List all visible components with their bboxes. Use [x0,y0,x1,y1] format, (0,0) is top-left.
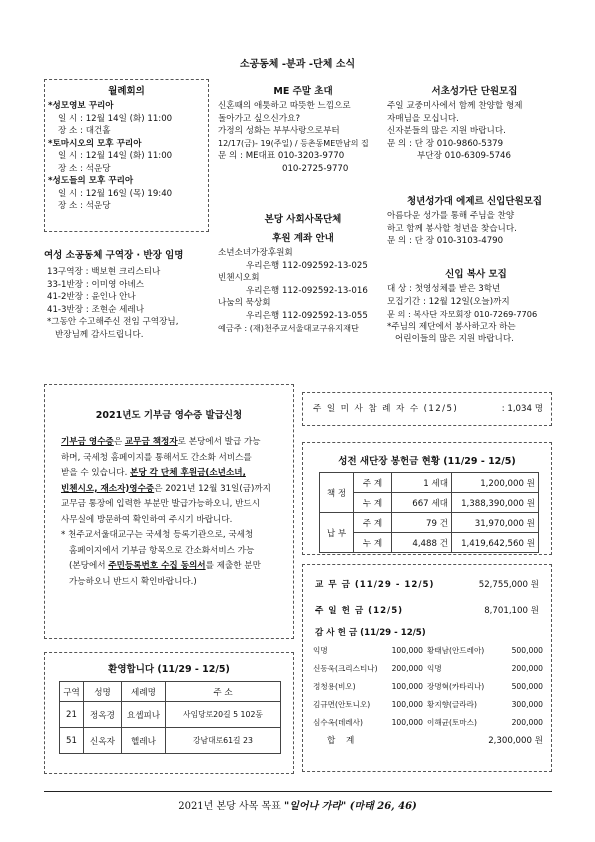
tithe-value: 52,755,000 원 [478,580,539,590]
sunday-collection-label: 주 일 헌 금 (12/5) [315,606,404,616]
meeting-name: *성모영보 꾸리아 [48,101,114,111]
table-row [320,473,539,493]
total-row [313,731,543,749]
cell-baptism-name: 요셉피나 [122,702,166,728]
donor-amount: 500,000 [511,645,543,655]
row-amount: 1,419,642,560 원 [452,533,539,553]
appointment-note: *그동안 수고해주신 전임 구역장님, [47,317,179,327]
server-line: 대 상 : 첫영성체를 받은 3학년 [387,284,501,294]
choir-line: 자매님을 모십니다. [387,113,459,124]
altar-server-section [387,266,565,346]
account-holder: 예금주 : (재)천주교서울대교구유지재단 [218,323,359,333]
donation-text: 받을 수 있습니다. [61,468,131,478]
donor-name: 이해균(토마스) [427,717,477,727]
donation-note: 가능하오니 반드시 확인바랍니다.) [69,576,197,587]
women-community-title: 여성 소공동체 구역장 · 반장 임명 [44,250,184,261]
group-receipt-term: 본당 각 단체 후원금(소년소녀, [130,468,246,478]
renovation-fund-title: 성전 새단장 봉헌금 현황 (11/29 - 12/5) [338,456,516,467]
receipt-term: 기부금 영수증 [61,437,114,447]
row-count: 79 건 [392,513,452,533]
cell-name: 신옥자 [84,728,122,754]
me-line: 가정의 성화는 부부사랑으로부터 [218,126,340,136]
list-item [313,677,543,695]
youth-contact: 문 의 : 단 장 010-3103-4790 [387,236,504,246]
group-receipt-term-2: 빈첸시오, 재소자)영수증 [61,483,155,494]
row-kind: 주 계 [354,473,392,493]
column-header: 세례명 [122,682,166,702]
finance-box [302,564,552,772]
welcome-box [44,652,294,774]
meeting-place: 장 소 : 대건홀 [58,126,111,136]
list-item [313,713,543,731]
table-header-row [60,682,281,702]
account-number: 우리은행 112-092592-13-055 [246,310,368,321]
donor-name: 장명혁(카타리나) [427,681,485,691]
meeting-time: 일 시 : 12월 14일 (화) 11:00 [58,151,173,161]
page-title: 소공동체 -분과 -단체 소식 [239,59,356,70]
meeting-place: 장 소 : 석운당 [58,163,111,174]
appointment-line: 33-1반장 : 이미영 아녜스 [47,279,145,290]
donor-amount: 500,000 [511,681,543,691]
choir-contact-2: 부단장 010-6309-5746 [417,151,511,161]
donor-amount: 200,000 [391,663,423,673]
cell-zone: 51 [60,728,84,754]
donation-text: 사무실에 방문하여 확인하여 주시기 바랍니다. [61,514,233,525]
donation-text: 은 2021년 12월 31일(금)까지 [154,483,271,494]
appointment-line: 41-3반장 : 조현순 세레나 [47,304,145,315]
choir-section [387,83,562,163]
row-amount: 31,970,000 원 [452,513,539,533]
column-header: 구역 [60,682,84,702]
donation-note: (본당에서 [69,561,109,571]
renovation-fund-table [319,472,539,553]
youth-choir-title: 청년성가대 에제르 신입단원모집 [406,196,543,207]
meeting-place: 장 소 : 석운당 [58,201,111,211]
row-amount: 1,200,000 원 [452,473,539,493]
cell-baptism-name: 헬레나 [122,728,166,754]
donor-name: 황태남(안드레아) [427,645,485,655]
row-amount: 1,388,390,000 원 [452,493,539,513]
monthly-meeting-box [44,79,209,232]
social-title-2: 후원 계좌 안내 [272,233,334,244]
monthly-meeting-title: 월례회의 [108,86,145,97]
donor-name: 심수옥(데레사) [313,717,363,727]
row-kind: 누 계 [354,493,392,513]
donor-name: 황지향(글라라) [427,699,477,709]
footer-rule [44,791,552,792]
meeting-name: *토마시오의 모후 꾸리아 [48,138,142,149]
appointment-note-2: 반장님께 감사드립니다. [55,329,144,340]
server-contact: 문 의 : 복사단 자모회장 010-7269-7706 [387,309,538,319]
table-row [320,513,539,533]
account-number: 우리은행 112-092592-13-016 [246,285,368,296]
women-community-section [44,247,219,341]
donor-amount: 100,000 [391,645,423,655]
me-contact-2: 010-2725-9770 [282,163,349,174]
account-name: 나눔의 묵상회 [218,298,271,308]
me-line: 신혼때의 애틋하고 따뜻한 느낌으로 [218,101,351,111]
altar-server-title: 신입 복사 모집 [445,269,507,280]
donor-amount: 200,000 [511,717,543,727]
group-label: 납 부 [320,513,354,553]
donor-amount: 200,000 [511,663,543,673]
footer [0,797,595,812]
choir-line: 주일 교중미사에서 함께 찬양할 형제 [387,101,523,111]
meeting-time: 일 시 : 12월 16일 (목) 19:40 [58,188,173,199]
donor-amount: 300,000 [511,699,543,709]
me-weekend-section [218,83,388,175]
tithe-payer-term: 교무금 책정자 [124,437,178,447]
donation-text: 은 [113,437,125,447]
row-count: 667 세대 [392,493,452,513]
server-note: *주님의 제단에서 봉사하고자 하는 [387,321,516,332]
meeting-name: *성도들의 모후 꾸리아 [48,176,134,186]
donation-receipt-box [44,384,294,639]
youth-line: 하고 함께 봉사할 청년을 찾습니다. [387,223,517,234]
account-number: 우리은행 112-092592-13-025 [246,260,368,271]
mass-attendance-box [302,392,552,426]
table-row [60,728,281,754]
me-line: 12/17(금)- 19(주일) / 등촌동ME만남의 집 [218,138,369,148]
account-name: 빈첸시오회 [218,273,260,283]
meeting-time: 일 시 : 12월 14일 (화) 11:00 [58,113,173,124]
column-header: 주 소 [166,682,281,702]
footer-text: 2021년 본당 사목 목표 [178,801,285,812]
list-item [313,641,543,659]
donor-amount: 100,000 [391,681,423,691]
thanks-offering-list [313,641,543,749]
donor-name: 김규면(안토니오) [313,699,371,709]
donation-note: * 천주교서울대교구는 국세청 등록기관으로, 국세청 [61,530,254,540]
account-name: 소년소녀가장후원회 [218,248,293,258]
donation-note: 홈페이지에서 기부금 항목으로 간소화서비스 가능 [69,545,255,556]
list-item [313,659,543,677]
total-label: 합 계 [327,736,359,746]
donor-amount: 100,000 [391,699,423,709]
donor-name: 정청용(비오) [313,681,356,691]
mass-attendance-label: 주 일 미 사 참 례 자 수 (12/5) [313,404,459,414]
youth-choir-section [387,193,562,248]
row-kind: 주 계 [354,513,392,533]
footer-motto: "일어나 가라" (마태 26, 46) [284,801,417,812]
donor-name: 익명 [427,663,442,673]
social-account-section [218,211,388,335]
me-weekend-title: ME 주말 초대 [273,86,333,97]
donor-name: 익명 [313,645,328,655]
server-line: 모집기간 : 12월 12일(오늘)까지 [387,296,510,307]
cell-zone: 21 [60,702,84,728]
donation-note: 를 제출한 분만 [205,561,261,571]
donor-amount: 100,000 [391,717,423,727]
row-kind: 누 계 [354,533,392,553]
youth-line: 아름다운 성가를 통해 주님을 찬양 [387,211,515,221]
total-value: 2,300,000 원 [488,736,543,746]
sunday-collection-value: 8,701,100 원 [484,606,539,616]
choir-line: 신자분들의 많은 지원 바랍니다. [387,126,506,136]
tithe-label: 교 무 금 (11/29 - 12/5) [315,580,435,590]
renovation-fund-box [302,442,552,555]
thanks-offering-label: 감 사 헌 금 (11/29 - 12/5) [315,628,426,638]
row-count: 4,488 건 [392,533,452,553]
row-count: 1 세대 [392,473,452,493]
mass-attendance-value: : 1,034 명 [501,404,543,414]
donation-title: 2021년도 기부금 영수증 발급신청 [95,410,243,421]
social-title-1: 본당 사회사목단체 [264,214,342,225]
table-row [60,702,281,728]
donation-text: 교무금 통장에 입력한 부분만 발급가능하오니, 반드시 [61,499,261,509]
donor-name: 신동욱(크리스티나) [313,663,378,673]
cell-address: 사임당로20길 5 102동 [166,702,281,728]
cell-name: 정옥경 [84,702,122,728]
choir-title: 서초성가단 단원모집 [431,86,518,97]
list-item [313,695,543,713]
cell-address: 강남대로61길 23 [166,728,281,754]
column-header: 성명 [84,682,122,702]
donation-text: 하며, 국세청 홈페이지를 통해서도 간소화 서비스를 [61,452,252,463]
consent-form-term: 주민등록번호 수집 동의서 [108,561,206,571]
choir-contact: 문 의 : 단 장 010-9860-5379 [387,138,504,149]
appointment-line: 41-2반장 : 윤인나 안나 [47,292,136,302]
welcome-table [59,681,281,754]
server-note-2: 어린이들의 많은 지원 바랍니다. [395,334,514,344]
me-contact: 문 의 : ME대표 010-3203-9770 [218,151,345,161]
appointment-line: 13구역장 : 백보현 크리스티나 [47,267,161,277]
donation-text: 로 본당에서 발급 가능 [177,437,261,447]
group-label: 책 정 [320,473,354,513]
me-line: 돌아가고 싶으신가요? [218,113,301,124]
welcome-title: 환영합니다 (11/29 - 12/5) [108,664,230,675]
